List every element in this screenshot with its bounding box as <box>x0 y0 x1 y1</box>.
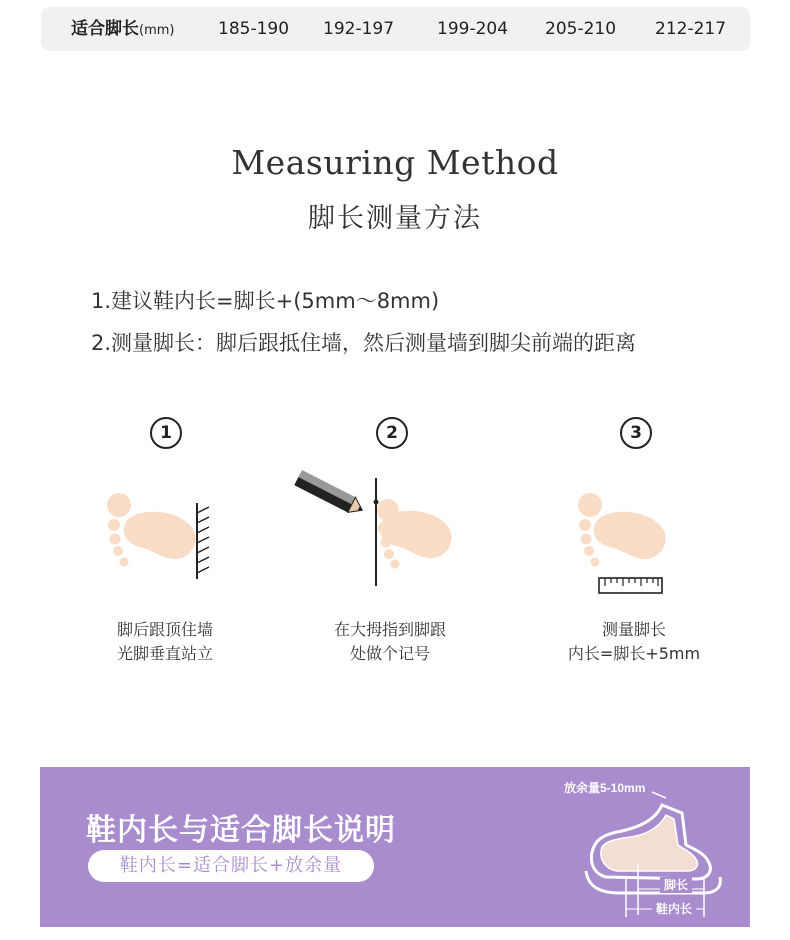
size-table-label-text: 适合脚长 <box>71 19 139 39</box>
instruction-2: 2.测量脚长：脚后跟抵住墙，然后测量墙到脚尖前端的距离 <box>91 331 637 355</box>
step-number-3: 3 <box>620 417 652 449</box>
step-caption-3 <box>544 618 724 666</box>
step-caption-2 <box>300 618 480 666</box>
size-value: 199-204 <box>437 19 509 39</box>
page-title-chinese: 脚长测量方法 <box>308 203 482 234</box>
caption-line: 光脚垂直站立 <box>116 644 213 663</box>
size-value: 192-197 <box>323 19 395 39</box>
banner-title: 鞋内长与适合脚长说明 <box>86 813 396 848</box>
caption-line: 脚后跟顶住墙 <box>116 620 213 639</box>
pencil-marking-foot-icon <box>298 460 468 590</box>
foot-against-wall-icon <box>100 485 220 585</box>
size-explanation-banner <box>40 767 750 927</box>
insole-length-label: 鞋内长 <box>655 902 693 916</box>
size-table-bar <box>41 7 750 51</box>
banner-formula: 鞋内长=适合脚长+放余量 <box>88 850 374 882</box>
shoe-size-diagram-icon <box>564 775 726 925</box>
caption-line: 测量脚长 <box>601 620 666 639</box>
size-value: 205-210 <box>545 19 617 39</box>
foot-length-label: 脚长 <box>663 878 689 892</box>
caption-line: 在大拇指到脚跟 <box>333 620 446 639</box>
size-value: 185-190 <box>218 19 290 39</box>
caption-line: 处做个记号 <box>349 644 430 663</box>
step-number-2: 2 <box>376 417 408 449</box>
size-table-label <box>71 7 174 51</box>
instruction-1: 1.建议鞋内长=脚长+(5mm～8mm) <box>91 289 440 313</box>
step-number-1: 1 <box>150 417 182 449</box>
caption-line: 内长=脚长+5mm <box>567 644 701 663</box>
allowance-label: 放余量5-10mm <box>564 781 646 795</box>
step-caption-1 <box>75 618 255 666</box>
page-title-english: Measuring Method <box>231 143 559 182</box>
size-table-unit: (mm) <box>139 23 175 38</box>
foot-with-ruler-icon <box>572 485 672 600</box>
size-value: 212-217 <box>655 19 727 39</box>
